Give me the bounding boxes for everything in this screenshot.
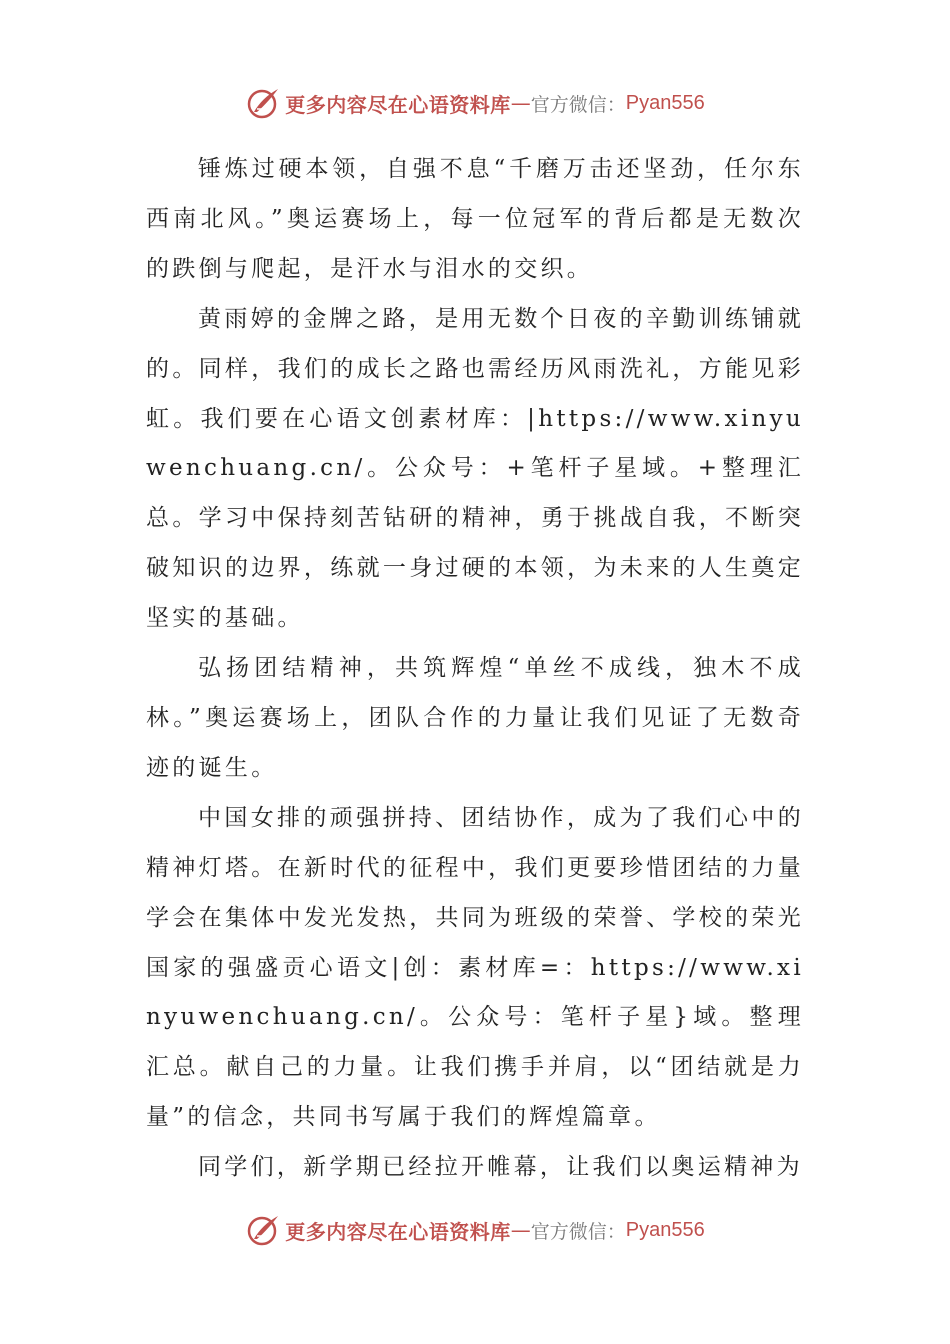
paragraph: 锤炼过硬本领，自强不息“千磨万击还坚劲，任尔东西南北风。”奥运赛场上，每一位冠军的背后都是无数次的跌倒与爬起，是汗水与泪水的交织。 (146, 156, 804, 282)
banner-mid-text: 官方微信： (530, 93, 626, 116)
banner-wechat-id: Pyan556 (625, 91, 705, 114)
banner-left-text: 更多内容尽在心语资料库 (285, 92, 511, 117)
banner-dash: — (510, 91, 531, 115)
quill-logo-icon (245, 1212, 281, 1248)
paragraph: 黄雨婷的金牌之路，是用无数个日夜的辛勤训练铺就的。同样，我们的成长之路也需经历风雨洗礼，方能见彩虹。我们要在心语文创素材库：|https://www.xinyuwenchuang.cn/。公众号：+笔杆子星域。+整理汇总。学习中保持刻苦钻研的精神，勇于挑战自我，不断突破知识的边界，练就一身过硬的本领，为未来的人生奠定坚实的基础。 (146, 305, 804, 632)
banner-wechat-id: Pyan556 (625, 1218, 705, 1241)
paragraph: 中国女排的顽强拼持、团结协作，成为了我们心中的精神灯塔。在新时代的征程中，我们更要珍惜团结的力量学会在集体中发光发热，共同为班级的荣誉、学校的荣光国家的强盛贡心语文|创：素材库=：https://www.xinyuwenchuang.cn/。公众号：笔杆子星}域。整理汇总。献自己的力量。让我们携手并肩，以“团结就是力量”的信念，共同书写属于我们的辉煌篇章。 (146, 804, 804, 1131)
paragraph: 同学们，新学期已经拉开帷幕，让我们以奥运精神为 (198, 1154, 803, 1181)
paragraph: 弘扬团结精神，共筑辉煌“单丝不成线，独木不成林。”奥运赛场上，团队合作的力量让我们见证了无数奇迹的诞生。 (146, 655, 804, 781)
quill-logo-icon (245, 85, 281, 121)
footer-banner (0, 1208, 950, 1252)
header-banner (0, 81, 950, 125)
banner-left-text: 更多内容尽在心语资料库 (285, 1219, 511, 1244)
banner-mid-text: 官方微信： (530, 1220, 626, 1243)
document-body (146, 145, 804, 1193)
banner-dash: — (510, 1218, 531, 1242)
